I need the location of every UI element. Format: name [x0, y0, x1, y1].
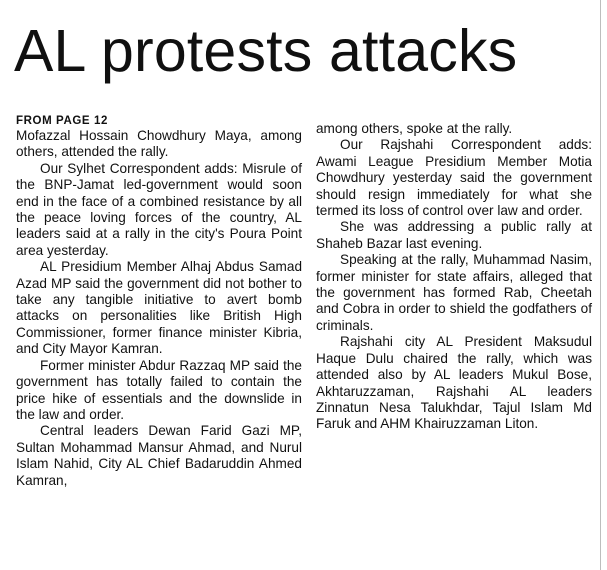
article-paragraph: Mofazzal Hossain Chowdhury Maya, among others, attended the rally.: [16, 128, 302, 160]
article-paragraph: Our Sylhet Correspondent adds: Misrule of the BNP-Jamat led-government would soon end in the face of a combined resistance by all the peace loving forces of the country, AL leaders said at a rally in the city's Poura Point area yesterday.: [16, 160, 302, 258]
article-column-right: [316, 121, 592, 433]
article-paragraph: Our Rajshahi Correspondent adds: Awami League Presidium Member Motia Chowdhury yesterday said the government should resign immediately for what she termed its loss of control over law and order.: [316, 137, 592, 219]
article-kicker: FROM PAGE 12: [16, 115, 108, 127]
page-column-divider: [600, 0, 601, 570]
article-paragraph: Rajshahi city AL President Maksudul Haque Dulu chaired the rally, which was attended also by AL leaders Mukul Bose, Akhtaruzzaman, Rajshahi AL leaders Zinnatun Nesa Talukhdar, Tajul Islam Md Faruk and AHM Khairuzzaman Liton.: [316, 334, 592, 432]
article-paragraph: Former minister Abdur Razzaq MP said the government has totally failed to contain the price hike of essentials and the downslide in the law and order.: [16, 357, 302, 422]
article-paragraph: AL Presidium Member Alhaj Abdus Samad Azad MP said the government did not bother to take any tangible initiative to avert bomb attacks on personalities like British High Commissioner, former finance minister Kibria, and City Mayor Kamran.: [16, 259, 302, 357]
article-paragraph: Central leaders Dewan Farid Gazi MP, Sultan Mohammad Mansur Ahmad, and Nurul Islam Nahid, City AL Chief Badaruddin Ahmed Kamran,: [16, 423, 302, 488]
article-headline: AL protests attacks: [14, 18, 518, 84]
article-column-left: [16, 115, 302, 489]
article-paragraph: She was addressing a public rally at Shaheb Bazar last evening.: [316, 219, 592, 251]
article-paragraph: Speaking at the rally, Muhammad Nasim, former minister for state affairs, alleged that the government has formed Rab, Cheetah and Cobra in order to shield the godfathers of criminals.: [316, 252, 592, 333]
article-paragraph: among others, spoke at the rally.: [316, 121, 513, 136]
